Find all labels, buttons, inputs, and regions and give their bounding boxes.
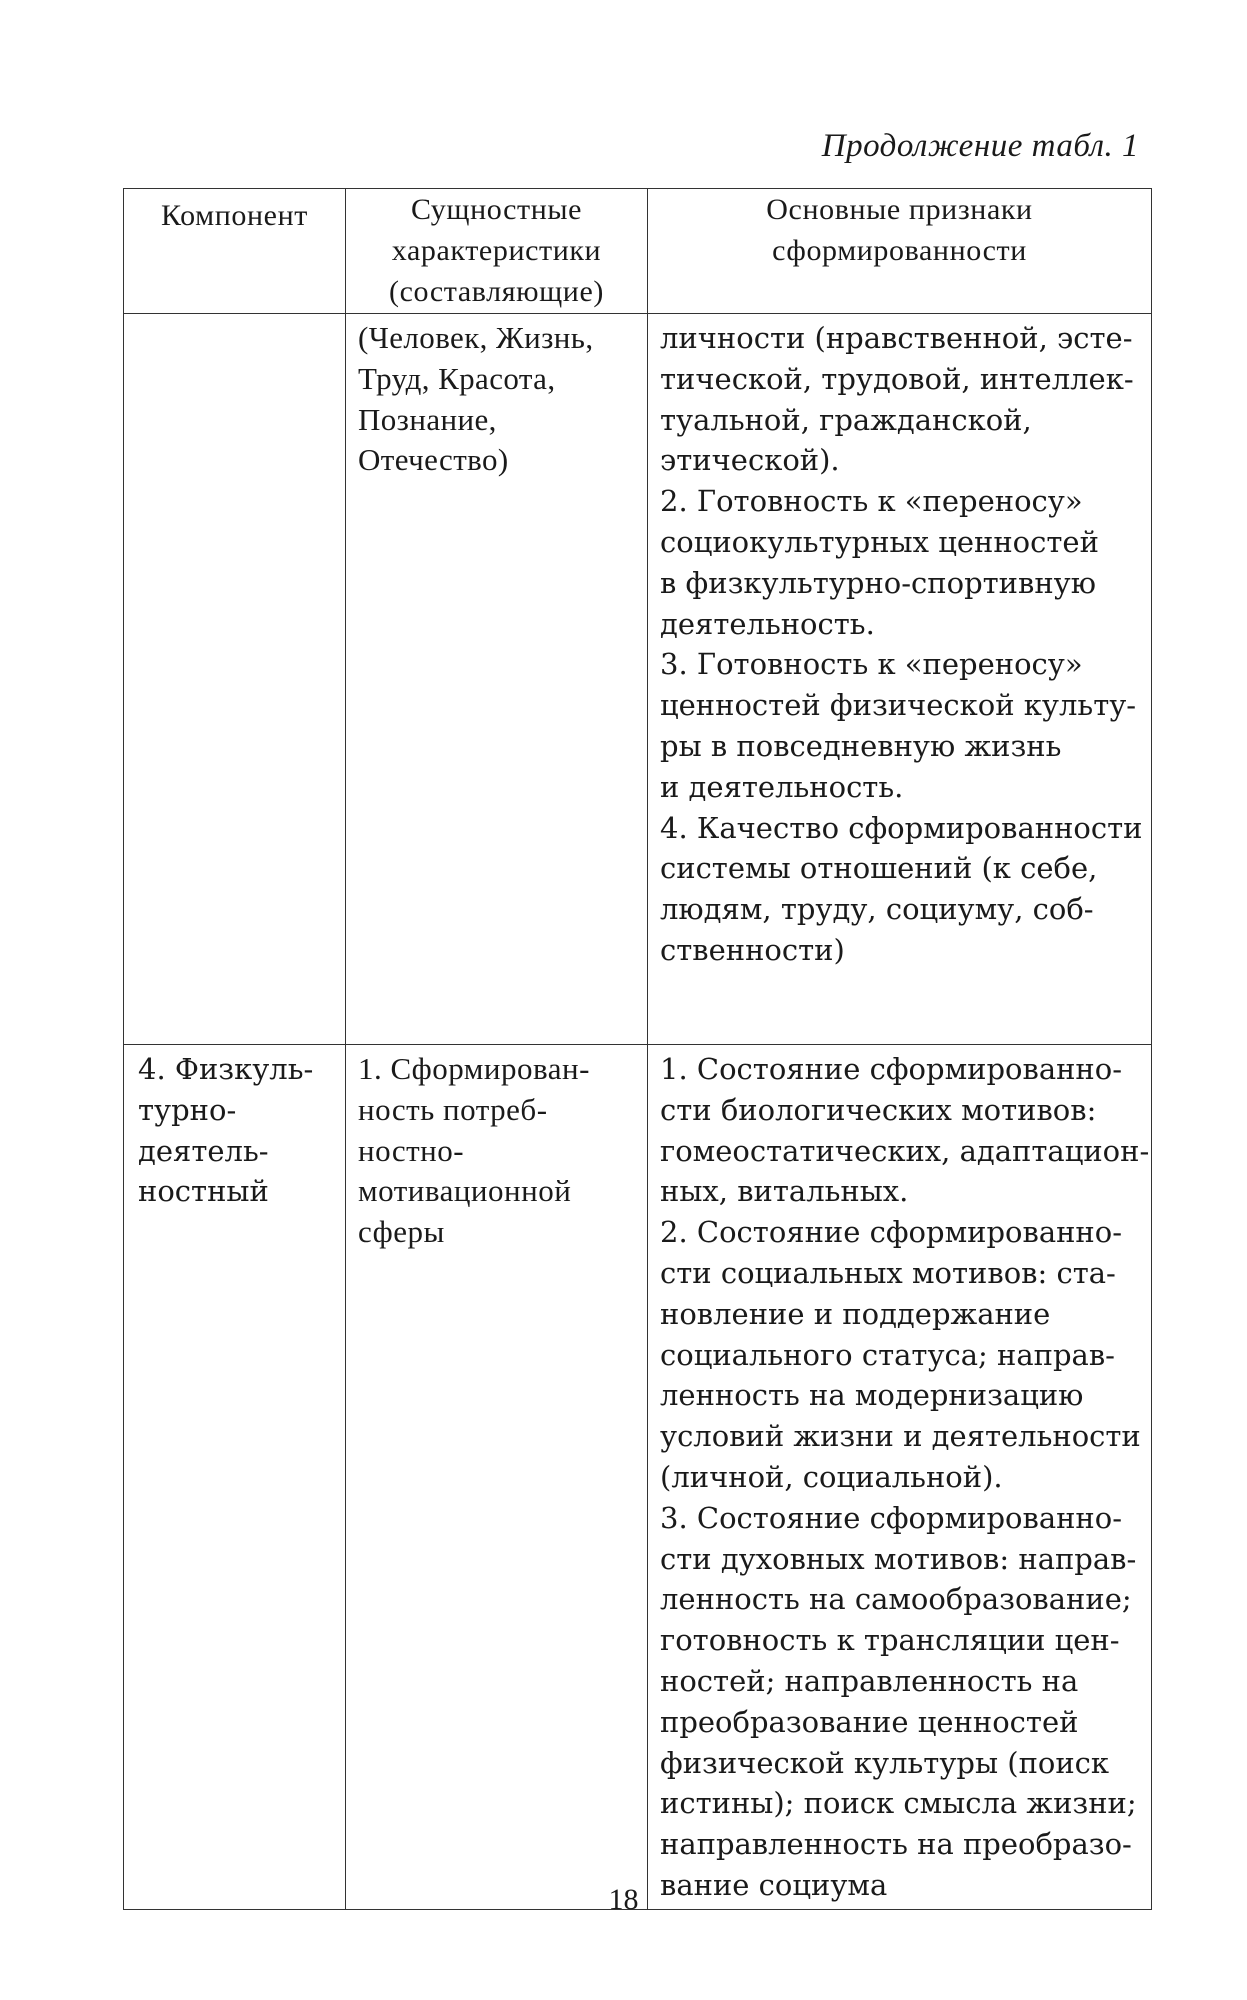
text-line: 2. Готовность к «переносу» bbox=[660, 484, 1083, 519]
cell-component bbox=[124, 314, 346, 1045]
text-line: людям, труду, социуму, соб- bbox=[660, 892, 1094, 927]
page-number: 18 bbox=[608, 1883, 639, 1916]
header-line: (составляющие) bbox=[389, 275, 604, 308]
header-line: Компонент bbox=[161, 199, 308, 232]
text-line: 4. Качество сформированности bbox=[660, 810, 1143, 845]
text-line: в физкультурно-спортивную bbox=[660, 565, 1096, 600]
text-line: ность потреб- bbox=[358, 1091, 548, 1127]
text-line: ностей; направленность на bbox=[660, 1663, 1079, 1698]
cell-signs bbox=[648, 1045, 1152, 1910]
header-line: сформированности bbox=[772, 234, 1027, 267]
text-line: 2. Состояние сформированно- bbox=[660, 1215, 1123, 1250]
text-line: Отечество) bbox=[358, 442, 509, 478]
header-component bbox=[124, 189, 346, 314]
table-continuation-label: Продолжение табл. 1 bbox=[821, 128, 1139, 164]
text-line: ры в повседневную жизнь bbox=[660, 728, 1062, 763]
text-line: социального статуса; направ- bbox=[660, 1337, 1115, 1372]
text-line: мотивационной bbox=[358, 1173, 572, 1209]
text-line: сти духовных мотивов: направ- bbox=[660, 1541, 1137, 1576]
text-line: ностный bbox=[138, 1174, 269, 1209]
header-line: Основные признаки bbox=[766, 193, 1033, 226]
text-line: гомеостатических, адаптацион- bbox=[660, 1133, 1150, 1168]
text-line: тической, трудовой, интеллек- bbox=[660, 361, 1134, 396]
text-line: физической культуры (поиск bbox=[660, 1745, 1110, 1780]
text-line: ных, витальных. bbox=[660, 1174, 909, 1209]
text-line: (личной, социальной). bbox=[660, 1459, 1003, 1494]
text-line: сти социальных мотивов: ста- bbox=[660, 1255, 1116, 1290]
text-line: 4. Физкуль- bbox=[138, 1052, 314, 1086]
text-line: 3. Состояние сформированно- bbox=[660, 1500, 1123, 1535]
text-line: ственности) bbox=[660, 932, 845, 967]
text-line: условий жизни и деятельности bbox=[660, 1419, 1141, 1454]
cell-characteristics bbox=[346, 1045, 648, 1910]
text-line: ленность на самообразование; bbox=[660, 1582, 1132, 1617]
cell-signs bbox=[648, 314, 1152, 1045]
text-line: турно- bbox=[138, 1092, 237, 1127]
text-line: ностно- bbox=[358, 1132, 465, 1168]
cell-characteristics bbox=[346, 314, 648, 1045]
text-line: социокультурных ценностей bbox=[660, 524, 1099, 559]
text-line: Труд, Красота, bbox=[358, 360, 556, 396]
text-line: 1. Сформирован- bbox=[358, 1051, 590, 1086]
text-line: преобразование ценностей bbox=[660, 1704, 1079, 1739]
text-line: 1. Состояние сформированно- bbox=[660, 1052, 1123, 1086]
text-line: вание социума bbox=[660, 1867, 888, 1902]
table-header-row bbox=[124, 189, 1152, 314]
text-line: этической). bbox=[660, 443, 840, 478]
text-line: готовность к трансляции цен- bbox=[660, 1623, 1120, 1658]
text-line: туальной, гражданской, bbox=[660, 402, 1032, 437]
text-line: новление и поддержание bbox=[660, 1296, 1051, 1331]
values-table bbox=[123, 188, 1152, 1910]
text-line: ленность на модернизацию bbox=[660, 1378, 1084, 1413]
text-line: направленность на преобразо- bbox=[660, 1827, 1132, 1862]
text-line: системы отношений (к себе, bbox=[660, 851, 1098, 886]
text-line: и деятельность. bbox=[660, 769, 904, 804]
table-row bbox=[124, 314, 1152, 1045]
header-characteristics bbox=[346, 189, 648, 314]
text-line: Познание, bbox=[358, 401, 497, 437]
text-line: истины); поиск смысла жизни; bbox=[660, 1786, 1137, 1821]
header-signs bbox=[648, 189, 1152, 314]
table-row bbox=[124, 1045, 1152, 1910]
text-line: сти биологических мотивов: bbox=[660, 1092, 1097, 1127]
text-line: сферы bbox=[358, 1214, 445, 1250]
text-line: деятельность. bbox=[660, 606, 875, 641]
text-line: личности (нравственной, эсте- bbox=[660, 321, 1133, 355]
text-line: (Человек, Жизнь, bbox=[358, 320, 594, 355]
text-line: ценностей физической культу- bbox=[660, 688, 1137, 723]
header-line: Сущностные bbox=[410, 193, 583, 226]
header-line: характеристики bbox=[391, 234, 602, 267]
text-line: деятель- bbox=[138, 1133, 269, 1168]
cell-component bbox=[124, 1045, 346, 1910]
text-line: 3. Готовность к «переносу» bbox=[660, 647, 1083, 682]
